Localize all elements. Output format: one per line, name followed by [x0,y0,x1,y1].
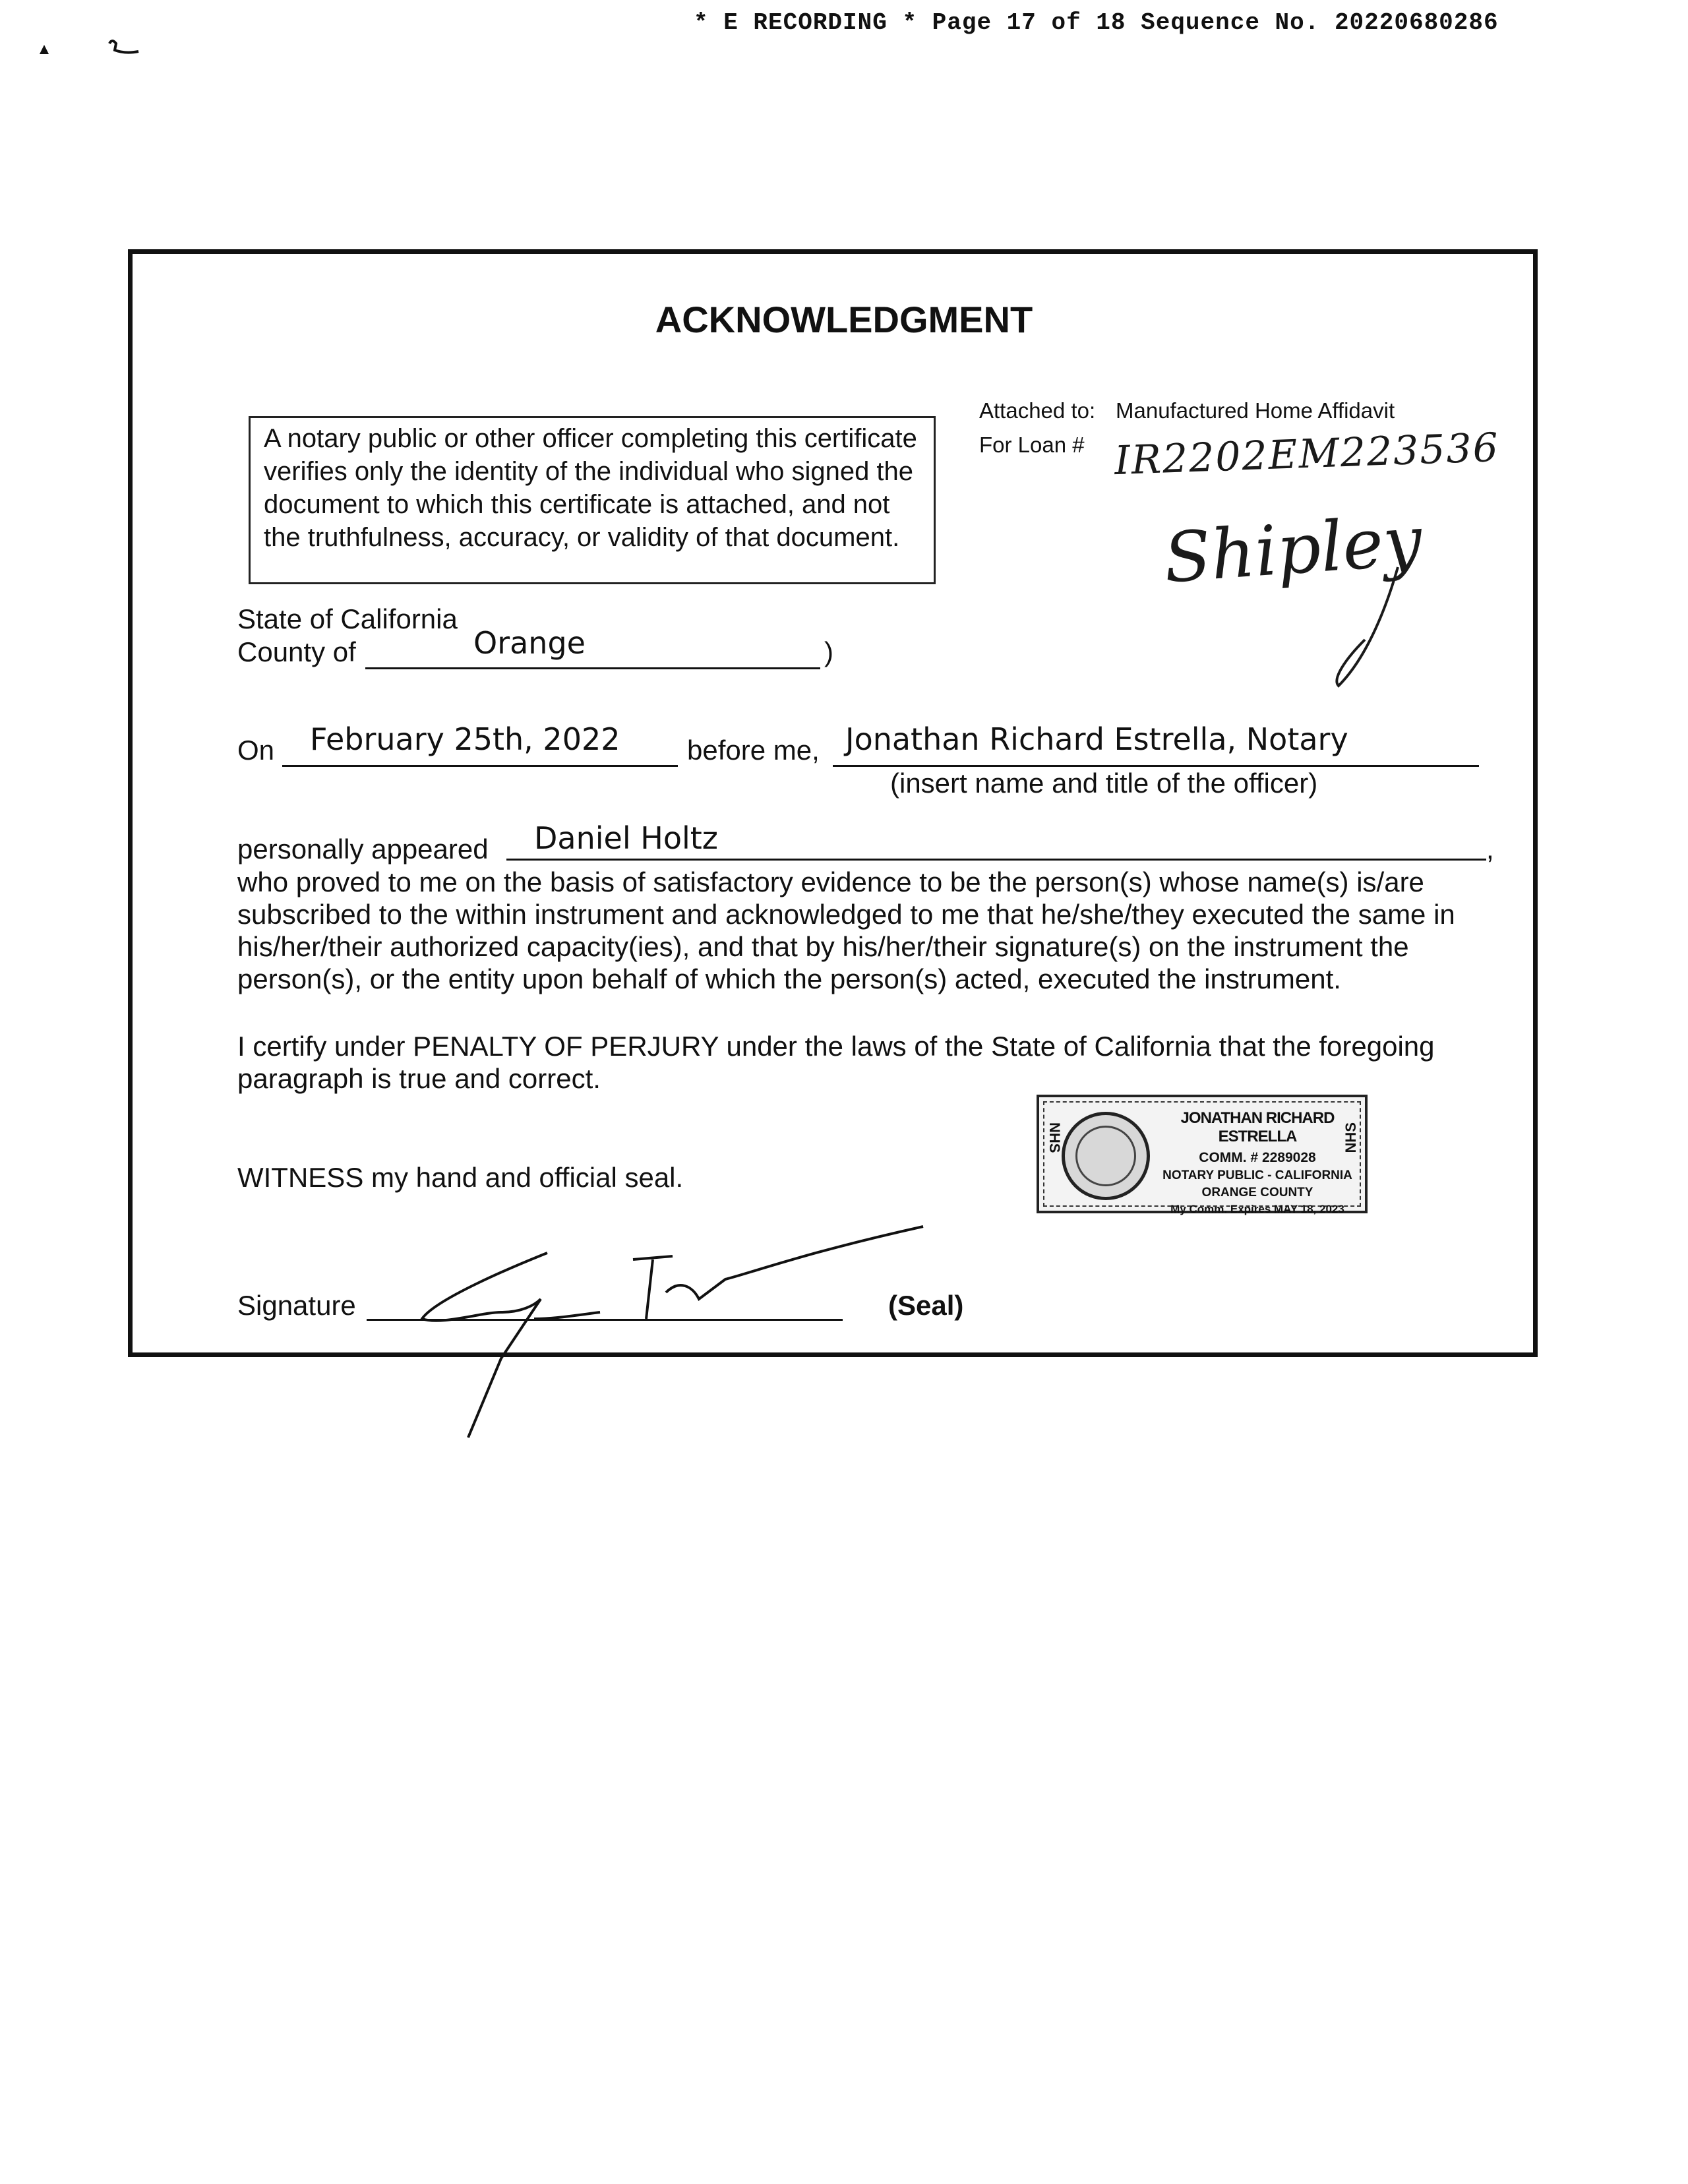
before-me-label: before me, [687,735,820,766]
state-label: State of California [237,603,458,634]
recording-header: * E RECORDING * Page 17 of 18 Sequence No. 20220680286 [694,9,1499,36]
seal-commission: COMM. # 2289028 [1199,1150,1316,1165]
loan-number-handwritten: IR2202EM223536 [1113,424,1500,485]
date-value: February 25th, 2022 [310,721,620,757]
form-title: ACKNOWLEDGMENT [655,299,1033,340]
officer-caption: (insert name and title of the officer) [890,768,1318,799]
officer-value: Jonathan Richard Estrella, Notary [845,721,1348,757]
seal-expiration: My Comm. Expires MAY 18, 2023 [1170,1203,1344,1215]
perjury-paragraph: I certify under PENALTY OF PERJURY under the laws of the State of California that the foregoing paragraph is true and correct. [237,1031,1435,1094]
scan-mark-squiggle-icon [106,37,142,60]
county-value: Orange [473,625,586,661]
notary-seal-stamp [1037,1095,1368,1213]
on-label: On [237,735,275,766]
state-seal-icon [1062,1112,1150,1200]
loan-label: For Loan # [979,433,1085,457]
date-underline [282,765,678,767]
proof-paragraph: who proved to me on the basis of satisfactory evidence to be the person(s) whose name(s) is/are subscribed to the within instrument and acknowledged to me that he/she/they executed the same in his/her/their authorized capacity(ies), and that by his/her/their signature(s) on the instrument the person(s), or the entity upon behalf of which the person(s) acted, executed the instrument. [237,866,1455,994]
attached-to-value: Manufactured Home Affidavit [1116,398,1395,423]
officer-underline [833,765,1479,767]
handwritten-name-tail-icon [1319,561,1404,696]
county-label: County of [237,636,356,667]
county-paren: ) [824,636,833,667]
appeared-underline [506,859,1486,861]
witness-line: WITNESS my hand and official seal. [237,1162,684,1193]
seal-label: (Seal) [888,1290,964,1321]
seal-side-mark-left: NHS [1046,1122,1063,1153]
appeared-value: Daniel Holtz [534,820,718,856]
seal-side-mark-right: NHS [1342,1122,1359,1153]
county-underline [365,667,820,669]
handwritten-signature-icon [396,1220,936,1447]
appeared-label: personally appeared [237,834,489,864]
signature-label: Signature [237,1290,356,1321]
notary-notice-box [249,416,936,584]
attached-to-label: Attached to: [979,398,1096,423]
seal-notary-name: JONATHAN RICHARD ESTRELLA [1180,1109,1335,1145]
seal-county: ORANGE COUNTY [1201,1186,1313,1199]
seal-title: NOTARY PUBLIC - CALIFORNIA [1162,1168,1352,1182]
notary-notice-text: A notary public or other officer completing this certificate verifies only the identity of the individual who signed the document to which this certificate is attached, and not the truthfulness, accuracy, or validity of that document. [264,424,917,552]
appeared-comma: , [1486,834,1494,864]
handwritten-name: Shipley [1161,500,1425,599]
scan-mark-arrow-icon [40,45,49,54]
